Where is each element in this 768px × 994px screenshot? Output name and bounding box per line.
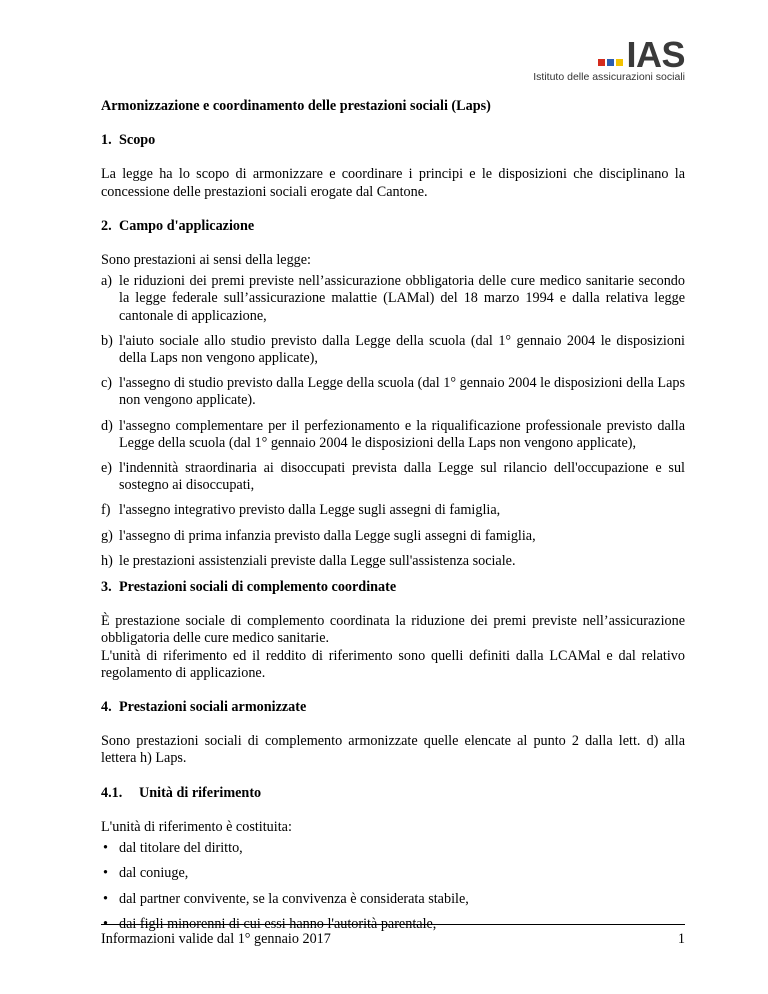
section-number: 4.: [101, 699, 112, 716]
footer-validity-text: Informazioni valide dal 1° gennaio 2017: [101, 931, 331, 947]
list-item-text: l'assegno complementare per il perfezionamento e la riqualificazione professionale previsto dalla Legge della scuola (dal 1° gennaio 2004 le disposizioni della Laps non vengono applicate),: [119, 417, 685, 451]
section-number: 3.: [101, 579, 112, 596]
section-number: 1.: [101, 132, 112, 149]
document-title: Armonizzazione e coordinamento delle prestazioni sociali (Laps): [101, 98, 491, 114]
list-item-label: b): [101, 332, 113, 349]
section-number: 2.: [101, 217, 112, 234]
list-item-text: dal partner convivente, se la convivenza è considerata stabile,: [119, 890, 469, 907]
list-item: [101, 375, 685, 409]
list-item-text: le prestazioni assistenziali previste dalla Legge sull'assistenza sociale.: [119, 552, 516, 569]
section-2-intro: Sono prestazioni ai sensi della legge:: [101, 252, 311, 269]
logo-square-yellow: [616, 59, 623, 66]
list-item-text: l'assegno di prima infanzia previsto dalla Legge sugli assegni di famiglia,: [119, 527, 536, 544]
section-4-body: Sono prestazioni sociali di complemento armonizzate quelle elencate al punto 2 dalla lett. d) alla lettera h) Laps.: [101, 733, 685, 767]
section-title: Prestazioni sociali armonizzate: [119, 699, 307, 716]
list-item-text: l'assegno integrativo previsto dalla Legge sugli assegni di famiglia,: [119, 502, 501, 519]
section-2-heading: [101, 218, 685, 235]
logo-text: IAS: [626, 34, 685, 75]
section-3-heading: [101, 579, 685, 596]
section-4-1-heading: [101, 785, 685, 802]
section-1-heading: [101, 132, 685, 149]
list-item-text: l'indennità straordinaria ai disoccupati prevista dalla Legge sul rilancio dell'occupazione e sul sostegno ai disoccupati,: [119, 460, 685, 494]
section-number: 4.1.: [101, 784, 123, 801]
list-item-text: dai figli minorenni di cui essi hanno l'autorità parentale,: [119, 915, 437, 932]
list-item-text: l'assegno di studio previsto dalla Legge della scuola (dal 1° gennaio 2004 le disposizioni della Laps non vengono applicate).: [119, 375, 685, 409]
bullet-icon: •: [103, 890, 108, 907]
ias-logo: [533, 34, 685, 83]
section-4-1-list: [101, 840, 685, 933]
list-item: [101, 333, 685, 367]
logo-square-blue: [607, 59, 614, 66]
list-item: [101, 528, 685, 545]
bullet-icon: •: [103, 840, 108, 857]
logo-mark: [533, 34, 685, 75]
bullet-icon: •: [103, 915, 108, 932]
list-item: [101, 418, 685, 452]
bullet-icon: •: [103, 865, 108, 882]
section-title: Scopo: [119, 132, 156, 149]
section-3-paragraph-2: L'unità di riferimento ed il reddito di riferimento sono quelli definiti dalla LCAMal e dal relativo regolamento di applicazione.: [101, 647, 685, 681]
list-item-label: e): [101, 460, 113, 477]
list-item-text: dal coniuge,: [119, 865, 189, 882]
section-4-heading: [101, 699, 685, 716]
section-4-1-intro: L'unità di riferimento è costituita:: [101, 818, 292, 835]
section-2-list: [101, 273, 685, 570]
section-3-paragraph-1: È prestazione sociale di complemento coordinata la riduzione dei premi previste nell’assicurazione obbligatoria delle cure medico sanitarie.: [101, 613, 685, 647]
list-item-label: a): [101, 273, 113, 290]
list-item: [101, 502, 685, 519]
list-item-text: dal titolare del diritto,: [119, 840, 243, 857]
section-title: Campo d'applicazione: [119, 217, 255, 234]
logo-subtitle: Istituto delle assicurazioni sociali: [533, 71, 685, 83]
list-item-label: c): [101, 375, 113, 392]
list-item-text: l'aiuto sociale allo studio previsto dalla Legge della scuola (dal 1° gennaio 2004 le disposizioni della Laps non vengono applicate),: [119, 332, 685, 367]
list-item-label: d): [101, 417, 113, 434]
page-footer: [101, 924, 685, 948]
section-1-body: La legge ha lo scopo di armonizzare e coordinare i principi e le disposizioni che disciplinano la concessione delle prestazioni sociali erogate dal Cantone.: [101, 166, 685, 200]
logo-squares: [598, 59, 623, 66]
list-item: [101, 891, 685, 908]
page-number: 1: [677, 931, 685, 947]
list-item: [101, 460, 685, 494]
list-item-text: le riduzioni dei premi previste nell’assicurazione obbligatoria delle cure medico sanitarie secondo la legge federale sull’assicurazione malattie (LAMal) del 18 marzo 1994 e dalla relativa legge cantonale di applicazione,: [119, 273, 685, 324]
list-item-label: h): [101, 552, 113, 569]
list-item-label: f): [101, 502, 111, 519]
document-body: [101, 98, 685, 941]
list-item-label: g): [101, 527, 113, 544]
list-item: [101, 553, 685, 570]
list-item: [101, 840, 685, 857]
list-item: [101, 865, 685, 882]
list-item: [101, 273, 685, 325]
section-title: Prestazioni sociali di complemento coordinate: [119, 579, 397, 596]
section-title: Unità di riferimento: [139, 784, 262, 801]
logo-square-red: [598, 59, 605, 66]
